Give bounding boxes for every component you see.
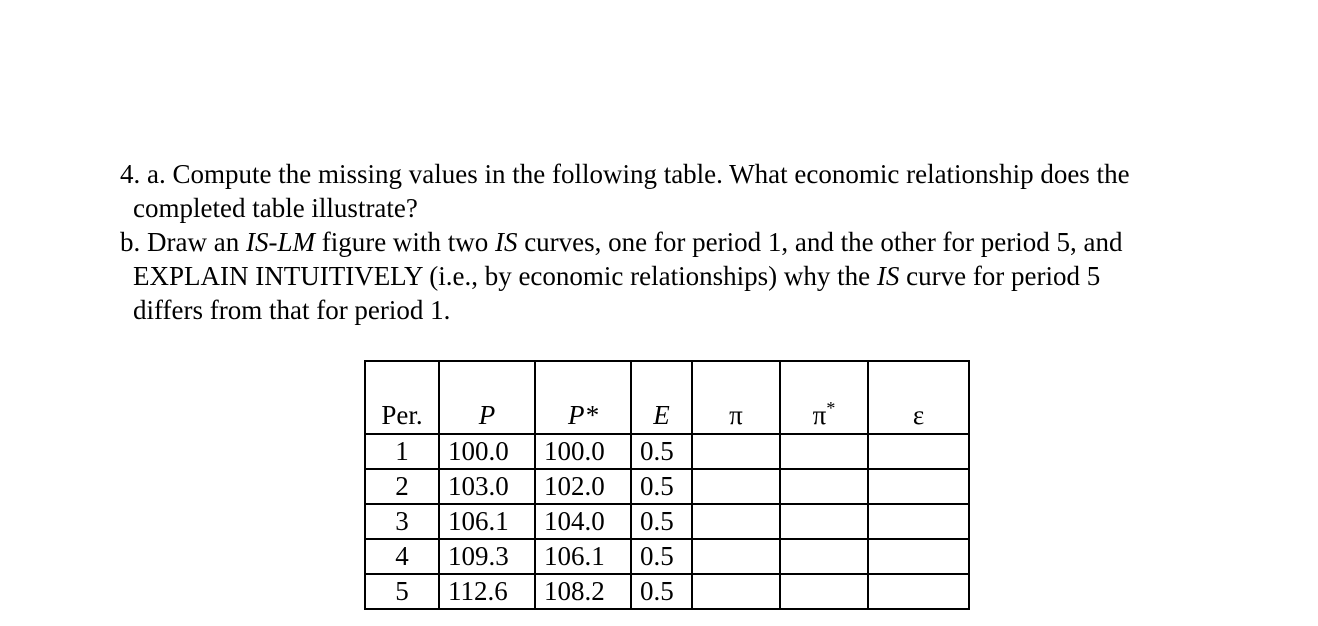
exchange-rate-cell: 0.5 <box>631 469 692 504</box>
foreign-price-cell: 104.0 <box>535 504 631 539</box>
foreign-price-cell: 100.0 <box>535 434 631 469</box>
header-foreign-inflation-base: π <box>812 400 827 430</box>
question-b-line2-prefix: EXPLAIN INTUITIVELY (i.e., by economic relationships) why the <box>133 261 877 291</box>
table-body <box>365 434 969 609</box>
question-text <box>120 157 1300 327</box>
real-exchange-rate-cell <box>868 539 969 574</box>
inflation-cell <box>692 574 780 609</box>
table-row <box>365 574 969 609</box>
foreign-inflation-cell <box>780 469 868 504</box>
question-a-line2: completed table illustrate? <box>133 193 418 223</box>
question-b-line2-suffix: curve for period 5 <box>899 261 1101 291</box>
foreign-price-cell: 102.0 <box>535 469 631 504</box>
period-cell: 4 <box>365 539 439 574</box>
header-price-label: P <box>478 400 496 430</box>
real-exchange-rate-cell <box>868 469 969 504</box>
real-exchange-rate-cell <box>868 574 969 609</box>
period-cell: 2 <box>365 469 439 504</box>
header-price <box>439 361 535 434</box>
is-term: IS <box>876 261 900 291</box>
period-cell: 3 <box>365 504 439 539</box>
header-foreign-price <box>535 361 631 434</box>
header-inflation: π <box>692 361 780 434</box>
price-cell: 103.0 <box>439 469 535 504</box>
table-row <box>365 469 969 504</box>
price-cell: 109.3 <box>439 539 535 574</box>
islm-term: IS-LM <box>245 227 315 257</box>
question-a-line1: 4. a. Compute the missing values in the following table. What economic relationship does the <box>120 159 1130 189</box>
exchange-rate-cell: 0.5 <box>631 434 692 469</box>
table-header-row <box>365 361 969 434</box>
exchange-rate-cell: 0.5 <box>631 539 692 574</box>
price-cell: 100.0 <box>439 434 535 469</box>
period-cell: 5 <box>365 574 439 609</box>
foreign-inflation-cell <box>780 574 868 609</box>
foreign-inflation-cell <box>780 539 868 574</box>
exchange-rate-cell: 0.5 <box>631 574 692 609</box>
question-b-line1 <box>120 225 1300 259</box>
foreign-inflation-cell <box>780 434 868 469</box>
table-row <box>365 539 969 574</box>
price-cell: 112.6 <box>439 574 535 609</box>
inflation-cell <box>692 504 780 539</box>
question-b-line2 <box>120 259 1300 293</box>
period-cell: 1 <box>365 434 439 469</box>
header-foreign-price-label: P* <box>568 400 598 430</box>
header-exchange-rate-label: E <box>653 400 670 430</box>
header-foreign-inflation <box>780 361 868 434</box>
header-period: Per. <box>365 361 439 434</box>
foreign-price-cell: 106.1 <box>535 539 631 574</box>
table-row <box>365 434 969 469</box>
price-cell: 106.1 <box>439 504 535 539</box>
question-b-prefix: b. Draw an <box>120 227 246 257</box>
inflation-cell <box>692 469 780 504</box>
question-b-line3: differs from that for period 1. <box>133 295 451 325</box>
header-foreign-inflation-star: * <box>826 398 836 418</box>
real-exchange-rate-cell <box>868 504 969 539</box>
inflation-cell <box>692 539 780 574</box>
table-row <box>365 504 969 539</box>
inflation-cell <box>692 434 780 469</box>
header-exchange-rate <box>631 361 692 434</box>
price-table <box>364 360 970 610</box>
question-b-mid1: figure with two <box>314 227 495 257</box>
question-b-mid2: curves, one for period 1, and the other for period 5, and <box>517 227 1123 257</box>
is-term: IS <box>494 227 518 257</box>
foreign-price-cell: 108.2 <box>535 574 631 609</box>
foreign-inflation-cell <box>780 504 868 539</box>
exchange-rate-cell: 0.5 <box>631 504 692 539</box>
header-real-exchange-rate: ε <box>868 361 969 434</box>
real-exchange-rate-cell <box>868 434 969 469</box>
